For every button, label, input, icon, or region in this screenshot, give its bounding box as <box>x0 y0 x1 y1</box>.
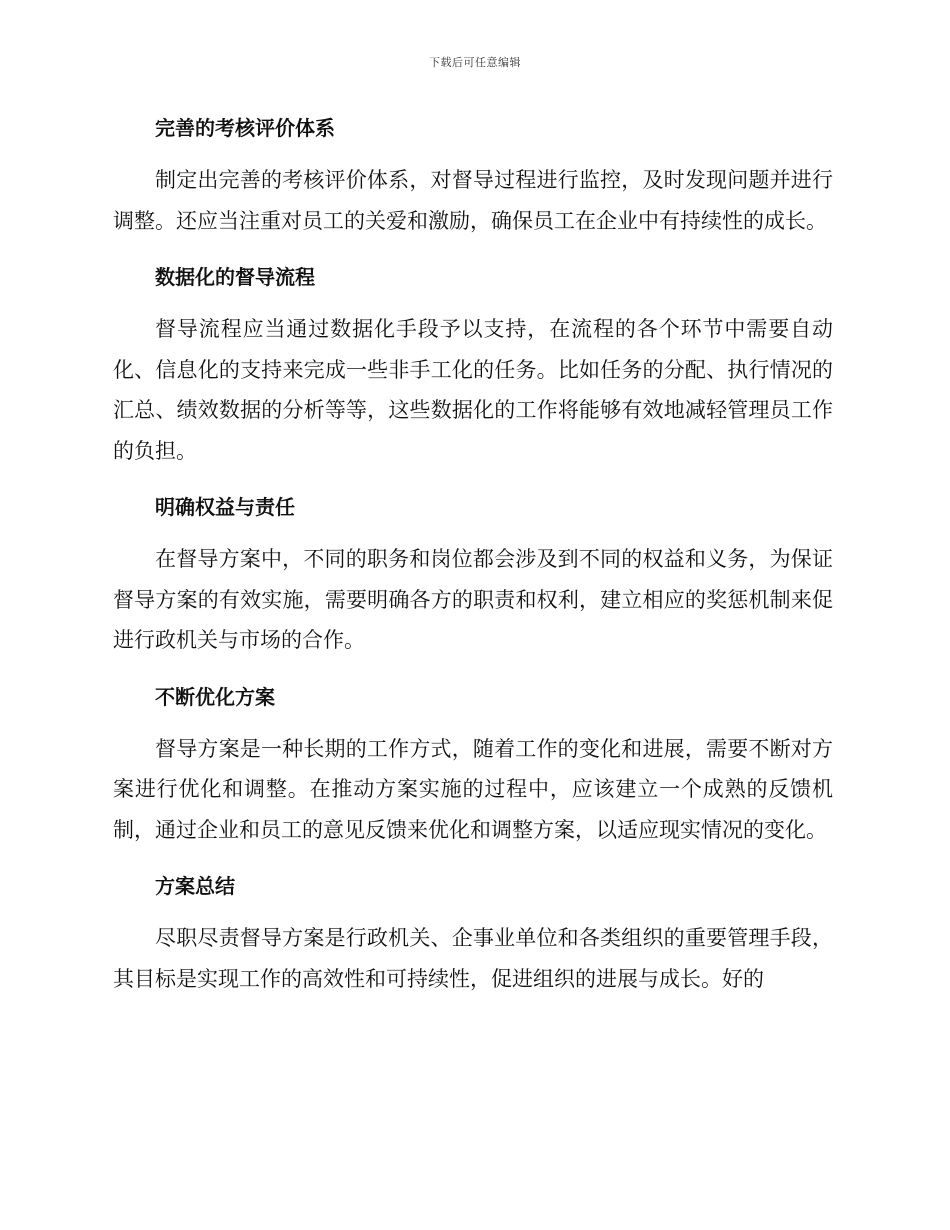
section-rights-responsibilities <box>113 487 833 661</box>
page-header: 下载后可任意编辑 <box>429 56 521 69</box>
section-title: 不断优化方案 <box>155 684 275 709</box>
section-paragraph: 制定出完善的考核评价体系，对督导过程进行监控，及时发现问题并进行调整。还应当注重对员工的关爱和激励，确保员工在企业中有持续性的成长。 <box>113 168 833 233</box>
document-body <box>113 108 833 1015</box>
section-title: 明确权益与责任 <box>155 495 295 519</box>
section-optimize-plan <box>113 677 833 851</box>
section-evaluation-system <box>113 108 833 241</box>
section-summary <box>113 866 833 999</box>
section-title: 方案总结 <box>155 874 235 898</box>
section-paragraph: 在督导方案中，不同的职务和岗位都会涉及到不同的权益和义务，为保证督导方案的有效实施，需要明确各方的职责和权利，建立相应的奖惩机制来促进行政机关与市场的合作。 <box>113 547 833 652</box>
section-paragraph: 督导方案是一种长期的工作方式，随着工作的变化和进展，需要不断对方案进行优化和调整。在推动方案实施的过程中，应该建立一个成熟的反馈机制，通过企业和员工的意见反馈来优化和调整方案，以适应现实情况的变化。 <box>113 736 833 842</box>
section-data-process <box>113 257 833 471</box>
section-paragraph: 督导流程应当通过数据化手段予以支持，在流程的各个环节中需要自动化、信息化的支持来完成一些非手工化的任务。比如任务的分配、执行情况的汇总、绩效数据的分析等等，这些数据化的工作将能够有效地减轻管理员工作的负担。 <box>113 317 833 463</box>
section-title: 完善的考核评价体系 <box>155 116 335 140</box>
section-paragraph: 尽职尽责督导方案是行政机关、企事业单位和各类组织的重要管理手段，其目标是实现工作的高效性和可持续性，促进组织的进展与成长。好的 <box>113 926 833 991</box>
section-title: 数据化的督导流程 <box>155 265 315 289</box>
